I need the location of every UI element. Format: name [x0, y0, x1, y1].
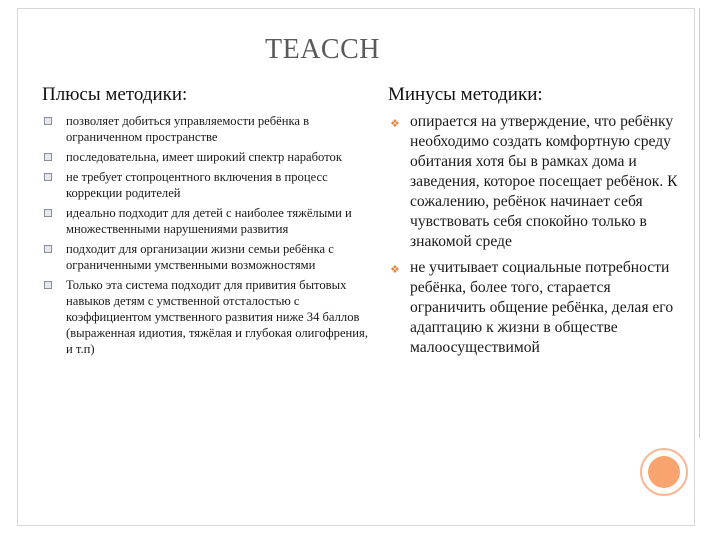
square-bullet-icon — [44, 245, 52, 253]
pros-item-text: последовательна, имеет широкий спектр наработок — [66, 150, 342, 164]
decorative-side-line — [699, 8, 700, 438]
pros-item-text: не требует стопроцентного включения в процесс коррекции родителей — [66, 170, 328, 200]
cons-list-item — [388, 258, 680, 358]
pros-heading: Плюсы методики: — [42, 84, 188, 105]
pros-list-item — [42, 169, 377, 201]
square-bullet-icon — [44, 117, 52, 125]
diamond-bullet-icon: ❖ — [390, 263, 400, 276]
pros-item-text: Только эта система подходит для привития бытовых навыков детям с умственной отсталостью с коэффициентом умственного развития ниже 34 баллов (выраженная идиотия, тяжёлая и глубокая олигофрения, и т.п) — [66, 278, 368, 356]
square-bullet-icon — [44, 153, 52, 161]
cons-item-text: не учитывает социальные потребности ребёнка, более того, старается ограничить общение ребёнка, делая его адаптацию к жизни в обществе малоосуществимой — [410, 259, 674, 356]
pros-list-item — [42, 205, 377, 237]
cons-item-text: опирается на утверждение, что ребёнку необходимо создать комфортную среду обитания хотя бы в рамках дома и заведения, которое посещает ребёнок. К сожалению, ребёнок начинает себя чувствовать себя спокойно только в знакомой среде — [410, 113, 678, 250]
pros-list-item — [42, 113, 377, 145]
cons-list — [388, 112, 680, 364]
square-bullet-icon — [44, 209, 52, 217]
pros-item-text: позволяет добиться управляемости ребёнка в ограниченном пространстве — [66, 114, 310, 144]
pros-list-item — [42, 241, 377, 273]
pros-list-item — [42, 277, 377, 357]
pros-list-item — [42, 149, 377, 165]
decorative-circle-icon — [640, 448, 688, 496]
pros-item-text: подходит для организации жизни семьи ребёнка с ограниченными умственными возможностями — [66, 242, 334, 272]
diamond-bullet-icon: ❖ — [390, 117, 400, 130]
square-bullet-icon — [44, 281, 52, 289]
pros-item-text: идеально подходит для детей с наиболее тяжёлыми и множественными нарушениями развития — [66, 206, 352, 236]
slide-title: TEACCH — [265, 34, 380, 65]
pros-list — [42, 113, 377, 361]
square-bullet-icon — [44, 173, 52, 181]
cons-list-item — [388, 112, 680, 252]
cons-heading: Минусы методики: — [388, 84, 543, 105]
